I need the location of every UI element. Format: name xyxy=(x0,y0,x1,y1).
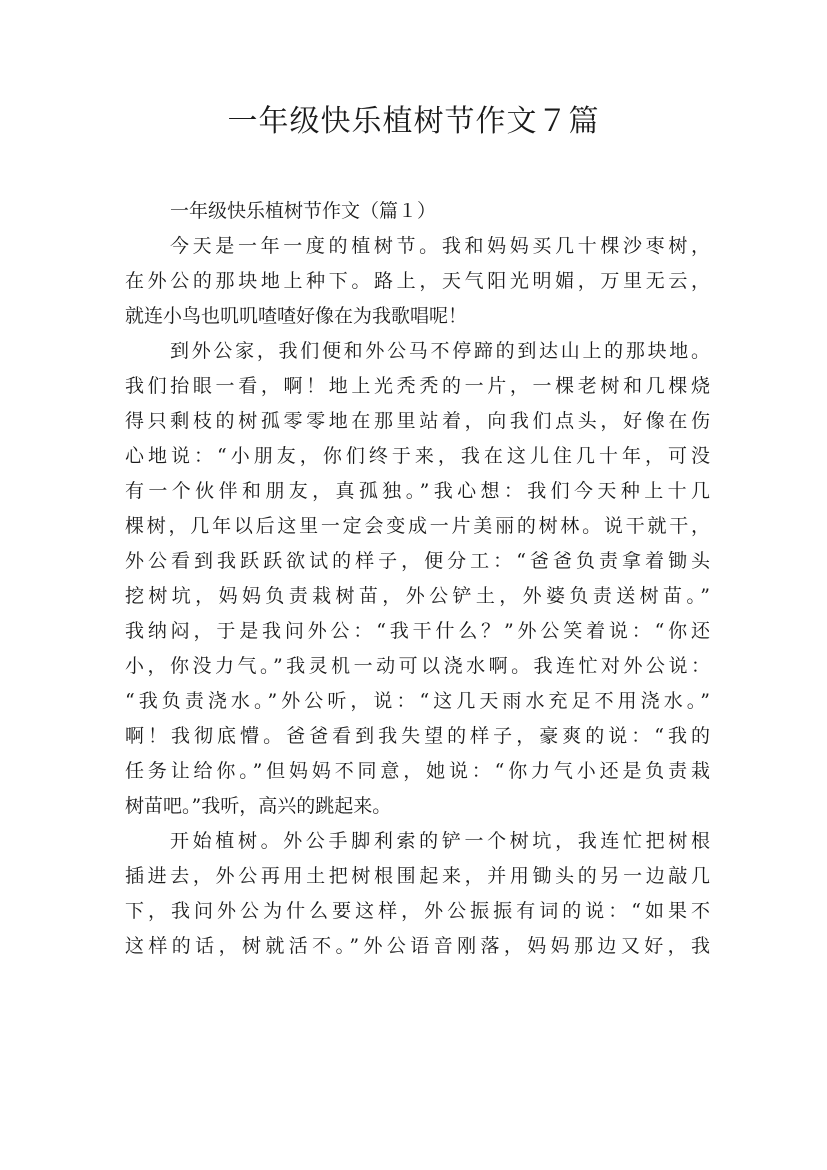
text-line: 就连小鸟也叽叽喳喳好像在为我歌唱呢！ xyxy=(125,305,468,327)
text-line: 插进去，外公再用土把树根围起来，并用锄头的另一边敲几 xyxy=(125,865,710,887)
text-line: 树苗吧。”我听，高兴的跳起来。 xyxy=(125,795,392,817)
text-line: 这样的话，树就活不。”外公语音刚落，妈妈那边又好，我 xyxy=(125,935,710,957)
text-line: 啊！我彻底懵。爸爸看到我失望的样子，豪爽的说：“我的 xyxy=(125,725,710,747)
paragraph-2 xyxy=(125,334,710,824)
text-line: 我纳闷，于是我问外公：“我干什么？”外公笑着说：“你还 xyxy=(125,620,710,642)
text-line: 得只剩枝的树孤零零地在那里站着，向我们点头，好像在伤 xyxy=(125,410,710,432)
document-title: 一年级快乐植树节作文７篇 xyxy=(227,104,600,139)
text-line: 挖树坑，妈妈负责栽树苗，外公铲土，外婆负责送树苗。” xyxy=(125,585,710,607)
section-heading: 一年级快乐植树节作文（篇１） xyxy=(170,200,437,222)
paragraph-3 xyxy=(125,824,710,964)
text-line: 有一个伙伴和朋友，真孤独。”我心想：我们今天种上十几 xyxy=(125,480,710,502)
paragraph-1 xyxy=(125,229,710,334)
text-line: 在外公的那块地上种下。路上，天气阳光明媚，万里无云， xyxy=(125,270,710,292)
text-line: 今天是一年一度的植树节。我和妈妈买几十棵沙枣树， xyxy=(170,235,710,257)
text-line: “我负责浇水。”外公听，说：“这几天雨水充足不用浇水。” xyxy=(125,690,710,712)
text-line: 小，你没力气。”我灵机一动可以浇水啊。我连忙对外公说： xyxy=(125,655,710,677)
text-line: 外公看到我跃跃欲试的样子，便分工：“爸爸负责拿着锄头 xyxy=(125,550,710,572)
text-line: 到外公家，我们便和外公马不停蹄的到达山上的那块地。 xyxy=(170,340,710,362)
text-line: 任务让给你。”但妈妈不同意，她说：“你力气小还是负责栽 xyxy=(125,760,710,782)
text-line: 下，我问外公为什么要这样，外公振振有词的说：“如果不 xyxy=(125,900,710,922)
document-body xyxy=(125,194,710,964)
text-line: 心地说：“小朋友，你们终于来，我在这儿住几十年，可没 xyxy=(125,445,710,467)
text-line: 棵树，几年以后这里一定会变成一片美丽的树林。说干就干， xyxy=(125,515,710,537)
text-line: 开始植树。外公手脚利索的铲一个树坑，我连忙把树根 xyxy=(170,830,710,852)
text-line: 我们抬眼一看，啊！地上光秃秃的一片，一棵老树和几棵烧 xyxy=(125,375,710,397)
